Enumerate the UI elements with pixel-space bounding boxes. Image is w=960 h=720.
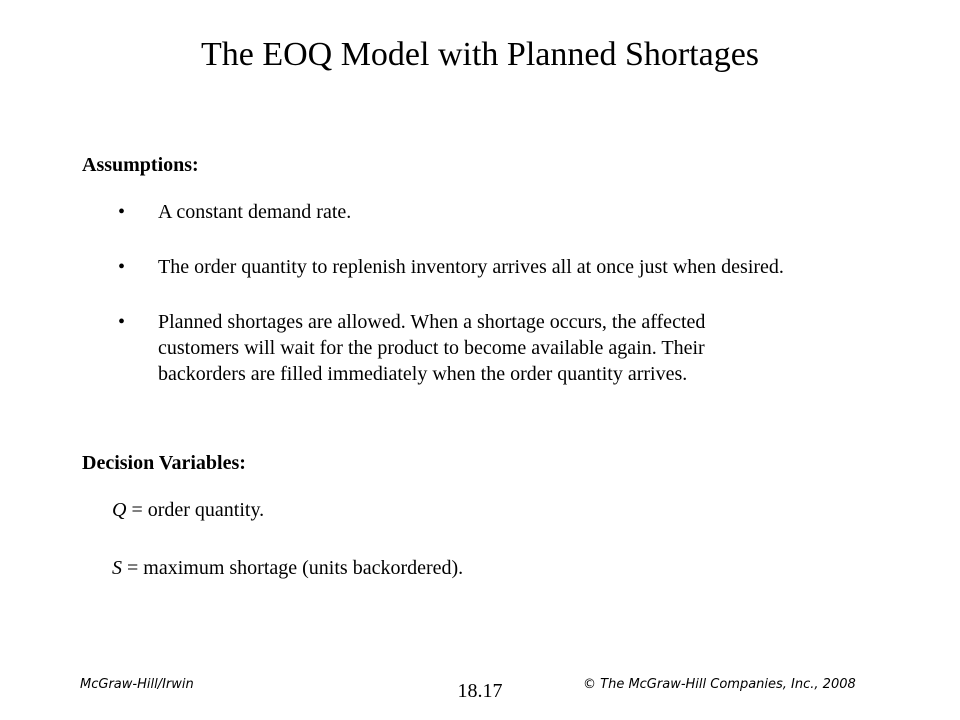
assumption-text: Planned shortages are allowed. When a shortage occurs, the affected customers will wait for the product to become available again. Their backorders are filled immediately when the order quantity arrives. bbox=[158, 311, 706, 385]
variable-definition: = order quantity. bbox=[126, 499, 265, 521]
variable-symbol: Q bbox=[112, 499, 127, 521]
decision-variables-heading: Decision Variables: bbox=[82, 452, 246, 474]
decision-variable-q bbox=[112, 497, 264, 523]
bullet-icon: • bbox=[118, 201, 126, 223]
slide-title: The EOQ Model with Planned Shortages bbox=[200, 36, 760, 73]
variable-definition: = maximum shortage (units backordered). bbox=[122, 557, 464, 579]
assumptions-heading: Assumptions: bbox=[82, 154, 199, 176]
assumption-text: The order quantity to replenish inventory arrives all at once just when desired. bbox=[158, 256, 784, 278]
bullet-icon: • bbox=[118, 256, 126, 278]
variable-symbol: S bbox=[112, 557, 122, 579]
decision-variable-s bbox=[112, 555, 463, 581]
bullet-icon: • bbox=[118, 311, 126, 333]
assumption-text: A constant demand rate. bbox=[158, 201, 352, 223]
footer-publisher: McGraw-Hill/Irwin bbox=[80, 677, 194, 692]
slide-number: 18.17 bbox=[457, 680, 503, 702]
footer-copyright: © The McGraw-Hill Companies, Inc., 2008 bbox=[583, 677, 856, 692]
